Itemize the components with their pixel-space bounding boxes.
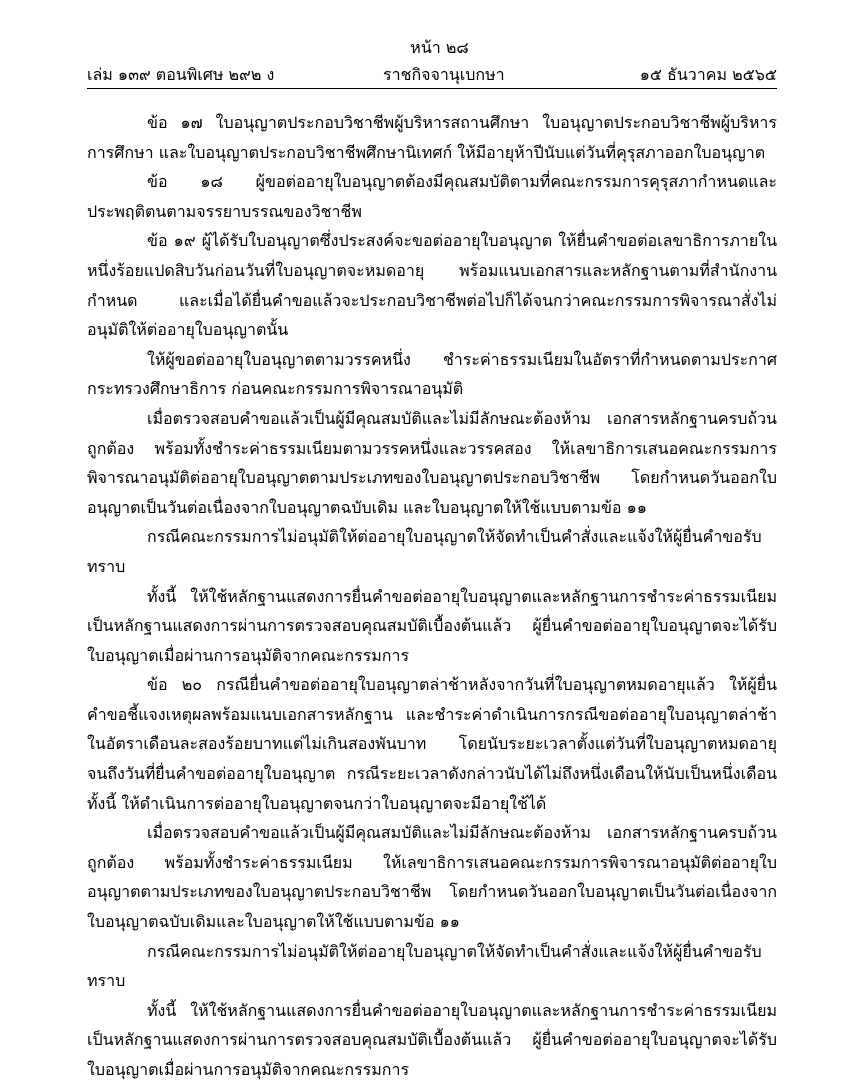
document-body (87, 108, 777, 1085)
clause-20: ข้อ ๒๐ กรณียื่นคำขอต่ออายุใบอนุญาตล่าช้าหลังจากวันที่ใบอนุญาตหมดอายุแล้ว ให้ผู้ยื่นคำขอชี้แจงเหตุผลพร้อมแนบเอกสารหลักฐาน และชำระค่าดำเนินการกรณีขอต่ออายุใบอนุญาตล่าช้าในอัตราเดือนละสองร้อยบาทแต่ไม่เกินสองพันบาท โดยนับระยะเวลาตั้งแต่วันที่ใบอนุญาตหมดอายุจนถึงวันที่ยื่นคำขอต่ออายุใบอนุญาต กรณีระยะเวลาดังกล่าวนับได้ไม่ถึงหนึ่งเดือนให้นับเป็นหนึ่งเดือน ทั้งนี้ ให้ดำเนินการต่ออายุใบอนุญาตจนกว่าใบอนุญาตจะมีอายุใช้ได้ (87, 675, 777, 813)
publication-date: ๑๕ ธันวาคม ๒๕๖๕ (639, 65, 777, 84)
clause-19-fee-paragraph: ให้ผู้ขอต่ออายุใบอนุญาตตามวรรคหนึ่ง ชำระค่าธรรมเนียมในอัตราที่กำหนดตามประกาศกระทรวงศึกษาธิการ ก่อนคณะกรรมการพิจารณาอนุมัติ (87, 349, 777, 399)
page-number: หน้า ๒๘ (410, 38, 469, 57)
clause-19-approval-paragraph: เมื่อตรวจสอบคำขอแล้วเป็นผู้มีคุณสมบัติและไม่มีลักษณะต้องห้าม เอกสารหลักฐานครบถ้วนถูกต้อง พร้อมทั้งชำระค่าธรรมเนียมตามวรรคหนึ่งและวรรคสอง ให้เลขาธิการเสนอคณะกรรมการพิจารณาอนุมัติต่ออายุใบอนุญาตตามประเภทของใบอนุญาตประกอบวิชาชีพ โดยกำหนดวันออกใบอนุญาตเป็นวันต่อเนื่องจากใบอนุญาตฉบับเดิม และใบอนุญาตให้ใช้แบบตามข้อ ๑๑ (87, 408, 777, 517)
clause-19-rejection-paragraph: กรณีคณะกรรมการไม่อนุมัติให้ต่ออายุใบอนุญาตให้จัดทำเป็นคำสั่งและแจ้งให้ผู้ยื่นคำขอรับทราบ (87, 527, 762, 576)
volume-issue: เล่ม ๑๓๙ ตอนพิเศษ ๒๙๒ ง (87, 65, 275, 84)
publication-name: ราชกิจจานุเบกษา (383, 65, 505, 84)
clause-20-evidence-paragraph: ทั้งนี้ ให้ใช้หลักฐานแสดงการยื่นคำขอต่ออายุใบอนุญาตและหลักฐานการชำระค่าธรรมเนียมเป็นหลักฐานแสดงการผ่านการตรวจสอบคุณสมบัติเบื้องต้นแล้ว ผู้ยื่นคำขอต่ออายุใบอนุญาตจะได้รับใบอนุญาตเมื่อผ่านการอนุมัติจากคณะกรรมการ (87, 1000, 777, 1079)
clause-20-approval-paragraph: เมื่อตรวจสอบคำขอแล้วเป็นผู้มีคุณสมบัติและไม่มีลักษณะต้องห้าม เอกสารหลักฐานครบถ้วนถูกต้อง พร้อมทั้งชำระค่าธรรมเนียม ให้เลขาธิการเสนอคณะกรรมการพิจารณาอนุมัติต่ออายุใบอนุญาตตามประเภทของใบอนุญาตประกอบวิชาชีพ โดยกำหนดวันออกใบอนุญาตเป็นวันต่อเนื่องจากใบอนุญาตฉบับเดิมและใบอนุญาตให้ใช้แบบตามข้อ ๑๑ (87, 823, 777, 932)
clause-18: ข้อ ๑๘ ผู้ขอต่ออายุใบอนุญาตต้องมีคุณสมบัติตามที่คณะกรรมการคุรุสภากำหนดและประพฤติตนตามจรรยาบรรณของวิชาชีพ (87, 172, 777, 221)
clause-19: ข้อ ๑๙ ผู้ได้รับใบอนุญาตซึ่งประสงค์จะขอต่ออายุใบอนุญาต ให้ยื่นคำขอต่อเลขาธิการภายในหนึ่งร้อยแปดสิบวันก่อนวันที่ใบอนุญาตจะหมดอายุ พร้อมแนบเอกสารและหลักฐานตามที่สำนักงานกำหนด และเมื่อได้ยื่นคำขอแล้วจะประกอบวิชาชีพต่อไปก็ได้จนกว่าคณะกรรมการพิจารณาสั่งไม่อนุมัติให้ต่ออายุใบอนุญาตนั้น (87, 231, 777, 340)
clause-20-rejection-paragraph: กรณีคณะกรรมการไม่อนุมัติให้ต่ออายุใบอนุญาตให้จัดทำเป็นคำสั่งและแจ้งให้ผู้ยื่นคำขอรับทราบ (87, 941, 762, 991)
clause-17: ข้อ ๑๗ ใบอนุญาตประกอบวิชาชีพผู้บริหารสถานศึกษา ใบอนุญาตประกอบวิชาชีพผู้บริหารการศึกษา และใบอนุญาตประกอบวิชาชีพศึกษานิเทศก์ ให้มีอายุห้าปีนับแต่วันที่คุรุสภาออกใบอนุญาต (87, 113, 777, 162)
header-divider (87, 88, 777, 89)
gazette-header (87, 64, 777, 86)
clause-19-evidence-paragraph: ทั้งนี้ ให้ใช้หลักฐานแสดงการยื่นคำขอต่ออายุใบอนุญาตและหลักฐานการชำระค่าธรรมเนียมเป็นหลักฐานแสดงการผ่านการตรวจสอบคุณสมบัติเบื้องต้นแล้ว ผู้ยื่นคำขอต่ออายุใบอนุญาตจะได้รับใบอนุญาตเมื่อผ่านการอนุมัติจากคณะกรรมการ (87, 586, 777, 665)
